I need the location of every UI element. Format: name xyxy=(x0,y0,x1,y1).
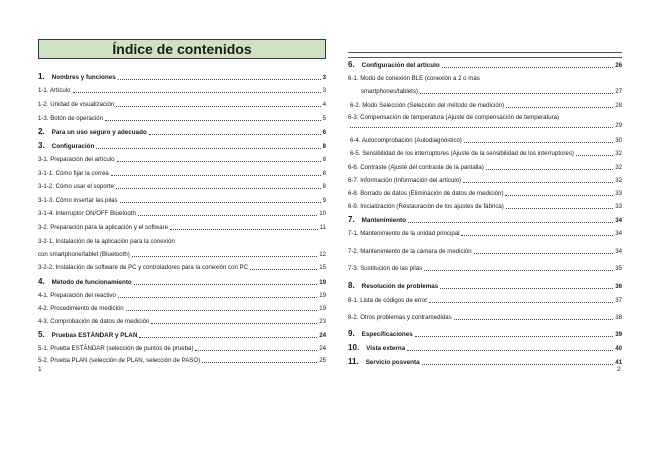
toc-text: Configuración xyxy=(51,143,95,150)
toc-entry[interactable] xyxy=(38,170,326,178)
toc-entry[interactable] xyxy=(348,177,622,185)
leader-dots xyxy=(350,127,613,128)
toc-num: 1. xyxy=(38,72,45,81)
toc-entry[interactable] xyxy=(348,248,622,256)
leader-dots xyxy=(474,253,614,254)
toc-entry[interactable] xyxy=(38,318,326,326)
toc-page: 23 xyxy=(319,318,326,325)
toc-text: Mantenimiento xyxy=(361,217,407,224)
toc-page: 25 xyxy=(319,357,326,364)
toc-entry[interactable] xyxy=(348,265,622,273)
toc-entry[interactable] xyxy=(38,87,326,95)
toc-page: 32 xyxy=(615,177,622,184)
toc-page: 19 xyxy=(319,279,326,286)
toc-text: Nombres y funciones xyxy=(51,74,116,81)
leader-dots xyxy=(132,256,317,257)
toc-entry[interactable] xyxy=(38,292,326,300)
toc-num: 5. xyxy=(38,330,45,339)
toc-entry[interactable] xyxy=(348,216,622,225)
toc-text: 3-1-3. Cómo insertar las pilas xyxy=(38,197,118,204)
toc-page: 28 xyxy=(615,102,622,109)
toc-page: 29 xyxy=(615,122,622,129)
leader-dots xyxy=(505,195,613,196)
toc-page: 24 xyxy=(319,345,326,352)
toc-text: 8-1. Lista de códigos de error xyxy=(348,297,428,304)
toc-text: 3-2-2. Instalación de software de PC y controladores para la conexión con PC xyxy=(38,264,249,271)
toc-num: 6. xyxy=(348,60,355,69)
leader-dots xyxy=(120,202,321,203)
toc-page: 6 xyxy=(322,129,326,136)
toc-page: 12 xyxy=(319,251,326,258)
toc-text: 3-1-4. Interruptor ON/OFF Bluetooth xyxy=(38,210,136,217)
toc-entry[interactable] xyxy=(348,61,622,70)
toc-entry[interactable] xyxy=(350,150,622,158)
toc-page: 32 xyxy=(615,164,622,171)
leader-dots xyxy=(407,350,613,351)
toc-page: 5 xyxy=(322,115,326,122)
toc-page: 10 xyxy=(319,210,326,217)
leader-dots xyxy=(415,336,613,337)
toc-page: 3 xyxy=(322,87,326,94)
toc-page: 32 xyxy=(615,150,622,157)
toc-text: Pruebas ESTÁNDAR y PLAN xyxy=(51,332,138,339)
toc-entry[interactable] xyxy=(38,305,326,313)
toc-entry[interactable] xyxy=(38,331,326,340)
toc-page: 9 xyxy=(322,197,326,204)
leader-dots xyxy=(134,284,317,285)
toc-text: 8-2. Otros problemas y contramedidas xyxy=(348,314,452,321)
toc-text: 6-5. Sensibilidad de los interruptores (Ajuste de la sensibilidad de los interruptores) xyxy=(350,150,574,157)
toc-entry[interactable] xyxy=(348,330,622,339)
toc-text: 7-2. Mantenimiento de la cámara de medición xyxy=(348,248,472,255)
leader-dots xyxy=(442,67,614,68)
toc-entry[interactable] xyxy=(348,164,622,172)
leader-dots xyxy=(151,323,317,324)
toc-page: 8 xyxy=(322,170,326,177)
page-number: 1 xyxy=(38,366,42,373)
toc-entry[interactable] xyxy=(348,344,622,353)
toc-text: 3-1. Preparación del artículo xyxy=(38,156,115,163)
toc-text: Configuración del artículo xyxy=(361,62,440,69)
page-number: 2 xyxy=(617,366,621,373)
toc-entry[interactable] xyxy=(38,73,326,82)
toc-page: 38 xyxy=(615,314,622,321)
toc-text: 6-2. Modo Selección (Selección del método de medición) xyxy=(350,102,505,109)
toc-page: 40 xyxy=(615,345,622,352)
leader-dots xyxy=(126,310,318,311)
leader-dots xyxy=(73,92,321,93)
toc-text: 3-1-1. Cómo fijar la correa xyxy=(38,170,109,177)
toc-text: 1-3. Botón de operación xyxy=(38,115,104,122)
leader-dots xyxy=(424,270,613,271)
leader-dots xyxy=(464,142,613,143)
leader-dots xyxy=(116,188,321,189)
leader-dots xyxy=(202,362,317,363)
toc-page: 19 xyxy=(319,305,326,312)
toc-text: 4-1. Preparación del reactivo xyxy=(38,292,116,299)
toc-text: 5-2. Prueba PLAN (selección de PLAN, selección de PASO) xyxy=(38,357,201,364)
leader-dots xyxy=(118,297,317,298)
toc-page: 34 xyxy=(615,230,622,237)
toc-entry[interactable] xyxy=(38,197,326,205)
leader-dots xyxy=(454,319,614,320)
toc-entry[interactable] xyxy=(348,297,622,305)
toc-entry[interactable] xyxy=(38,251,326,259)
leader-dots xyxy=(250,269,317,270)
toc-num: 8. xyxy=(348,281,355,290)
toc-page: 3 xyxy=(322,74,326,81)
toc-text: con smartphone/tablet (Bluetooth) xyxy=(38,251,130,258)
toc-entry[interactable] xyxy=(38,224,326,232)
toc-num: 3. xyxy=(38,141,45,150)
toc-entry[interactable] xyxy=(361,88,622,96)
toc-text: 1-2. Unidad de visualización xyxy=(38,101,115,108)
toc-num: 10. xyxy=(348,343,360,352)
toc-entry[interactable] xyxy=(38,183,326,191)
toc-num: 7. xyxy=(348,215,355,224)
toc-num: 9. xyxy=(348,329,355,338)
leader-dots xyxy=(118,79,321,80)
leader-dots xyxy=(506,208,613,209)
toc-entry[interactable] xyxy=(350,102,622,110)
toc-entry[interactable] xyxy=(38,128,326,137)
toc-text: 5-1. Prueba ESTÁNDAR (selección de puntos de prueba) xyxy=(38,345,194,352)
toc-entry[interactable] xyxy=(38,264,326,272)
leader-dots xyxy=(408,222,613,223)
toc-text: 6-9. Inicialización (Restauración de los ajustes de fábrica) xyxy=(348,203,504,210)
leader-dots xyxy=(117,161,321,162)
toc-page: 24 xyxy=(319,332,326,339)
leader-dots xyxy=(116,106,320,107)
toc-page: 8 xyxy=(322,156,326,163)
toc-entry[interactable] xyxy=(38,357,326,365)
toc-text: 4-3. Comprobación de datos de medición xyxy=(38,318,150,325)
toc-text: 6-7. Información (Información del artículo) xyxy=(348,177,462,184)
leader-dots xyxy=(139,337,317,338)
toc-entry[interactable] xyxy=(348,122,622,130)
toc-entry[interactable] xyxy=(38,278,326,287)
toc-page: 30 xyxy=(615,137,622,144)
toc-page: 34 xyxy=(615,217,622,224)
leader-dots xyxy=(463,182,613,183)
leader-dots xyxy=(149,134,321,135)
toc-text: 1-1. Artículo xyxy=(38,87,71,94)
toc-text: Especificaciones xyxy=(361,331,413,338)
toc-entry-continued[interactable]: 6-3. Compensación de temperatura (Ajuste de compensación de temperatura) xyxy=(348,114,560,121)
toc-page: 41 xyxy=(615,359,622,366)
toc-page: 37 xyxy=(615,297,622,304)
toc-entry[interactable] xyxy=(38,101,326,109)
toc-num: 4. xyxy=(38,277,45,286)
toc-text: Para un uso seguro y adecuado xyxy=(51,129,147,136)
leader-dots xyxy=(486,169,613,170)
toc-page: 27 xyxy=(615,88,622,95)
toc-text: 6-4. Autocomprobación (Autodiagnóstico) xyxy=(350,137,462,144)
toc-text: 7-3. Sustitución de las pilas xyxy=(348,265,423,272)
toc-entry[interactable] xyxy=(348,230,622,238)
toc-entry[interactable] xyxy=(348,282,622,291)
toc-entry[interactable] xyxy=(38,156,326,164)
leader-dots xyxy=(96,148,320,149)
toc-num: 2. xyxy=(38,127,45,136)
toc-entry[interactable] xyxy=(348,314,622,322)
toc-page: 36 xyxy=(615,283,622,290)
toc-page: 11 xyxy=(319,224,326,231)
toc-entry[interactable] xyxy=(38,210,326,218)
toc-text: 4-2. Procedimiento de medición xyxy=(38,305,124,312)
toc-page: 26 xyxy=(615,62,622,69)
toc-text: 3-1-2. Cómo usar el soporte xyxy=(38,183,114,190)
toc-page: 33 xyxy=(615,203,622,210)
toc-entry[interactable] xyxy=(38,142,326,151)
toc-title: Índice de contenidos xyxy=(38,39,326,59)
toc-entry[interactable] xyxy=(38,345,326,353)
leader-dots xyxy=(440,288,613,289)
toc-text: 6-8. Borrado de datos (Eliminación de datos de medición) xyxy=(348,190,504,197)
leader-dots xyxy=(138,215,317,216)
toc-text: 6-6. Contraste (Ajuste del contraste de la pantalla) xyxy=(348,164,484,171)
toc-entry[interactable] xyxy=(348,358,622,367)
leader-dots xyxy=(195,350,317,351)
toc-text: 7-1. Mantenimiento de la unidad principal xyxy=(348,230,460,237)
toc-entry-continued[interactable]: 3-2-1. Instalación de la aplicación para la conexión xyxy=(38,238,175,245)
toc-entry[interactable] xyxy=(348,190,622,198)
toc-text: Resolución de problemas xyxy=(361,283,439,290)
toc-text: smartphones/tablets) xyxy=(361,88,418,95)
leader-dots xyxy=(576,155,613,156)
toc-page: 34 xyxy=(615,248,622,255)
toc-entry[interactable] xyxy=(350,137,622,145)
toc-entry[interactable] xyxy=(348,203,622,211)
leader-dots xyxy=(422,364,614,365)
toc-entry[interactable] xyxy=(38,115,326,123)
leader-dots xyxy=(429,302,613,303)
leader-dots xyxy=(506,107,613,108)
toc-page: 15 xyxy=(319,264,326,271)
toc-text: Servicio posventa xyxy=(365,359,420,366)
toc-entry-continued[interactable]: 6-1. Modo de conexión BLE (conexión a 2 o más xyxy=(348,75,480,82)
toc-text: Método de funcionamiento xyxy=(51,279,132,286)
toc-page: 35 xyxy=(615,265,622,272)
leader-dots xyxy=(420,93,613,94)
leader-dots xyxy=(170,229,318,230)
toc-text: Vista externa xyxy=(366,345,406,352)
toc-page: 33 xyxy=(615,190,622,197)
leader-dots xyxy=(461,235,613,236)
leader-dots xyxy=(111,175,321,176)
toc-page: 19 xyxy=(319,292,326,299)
toc-page: 39 xyxy=(615,331,622,338)
toc-page: 4 xyxy=(322,101,326,108)
toc-page: 8 xyxy=(322,183,326,190)
toc-text: 3-2. Preparación para la aplicación y el software xyxy=(38,224,169,231)
toc-num: 11. xyxy=(348,357,359,366)
toc-page: 8 xyxy=(322,143,326,150)
leader-dots xyxy=(105,120,321,121)
